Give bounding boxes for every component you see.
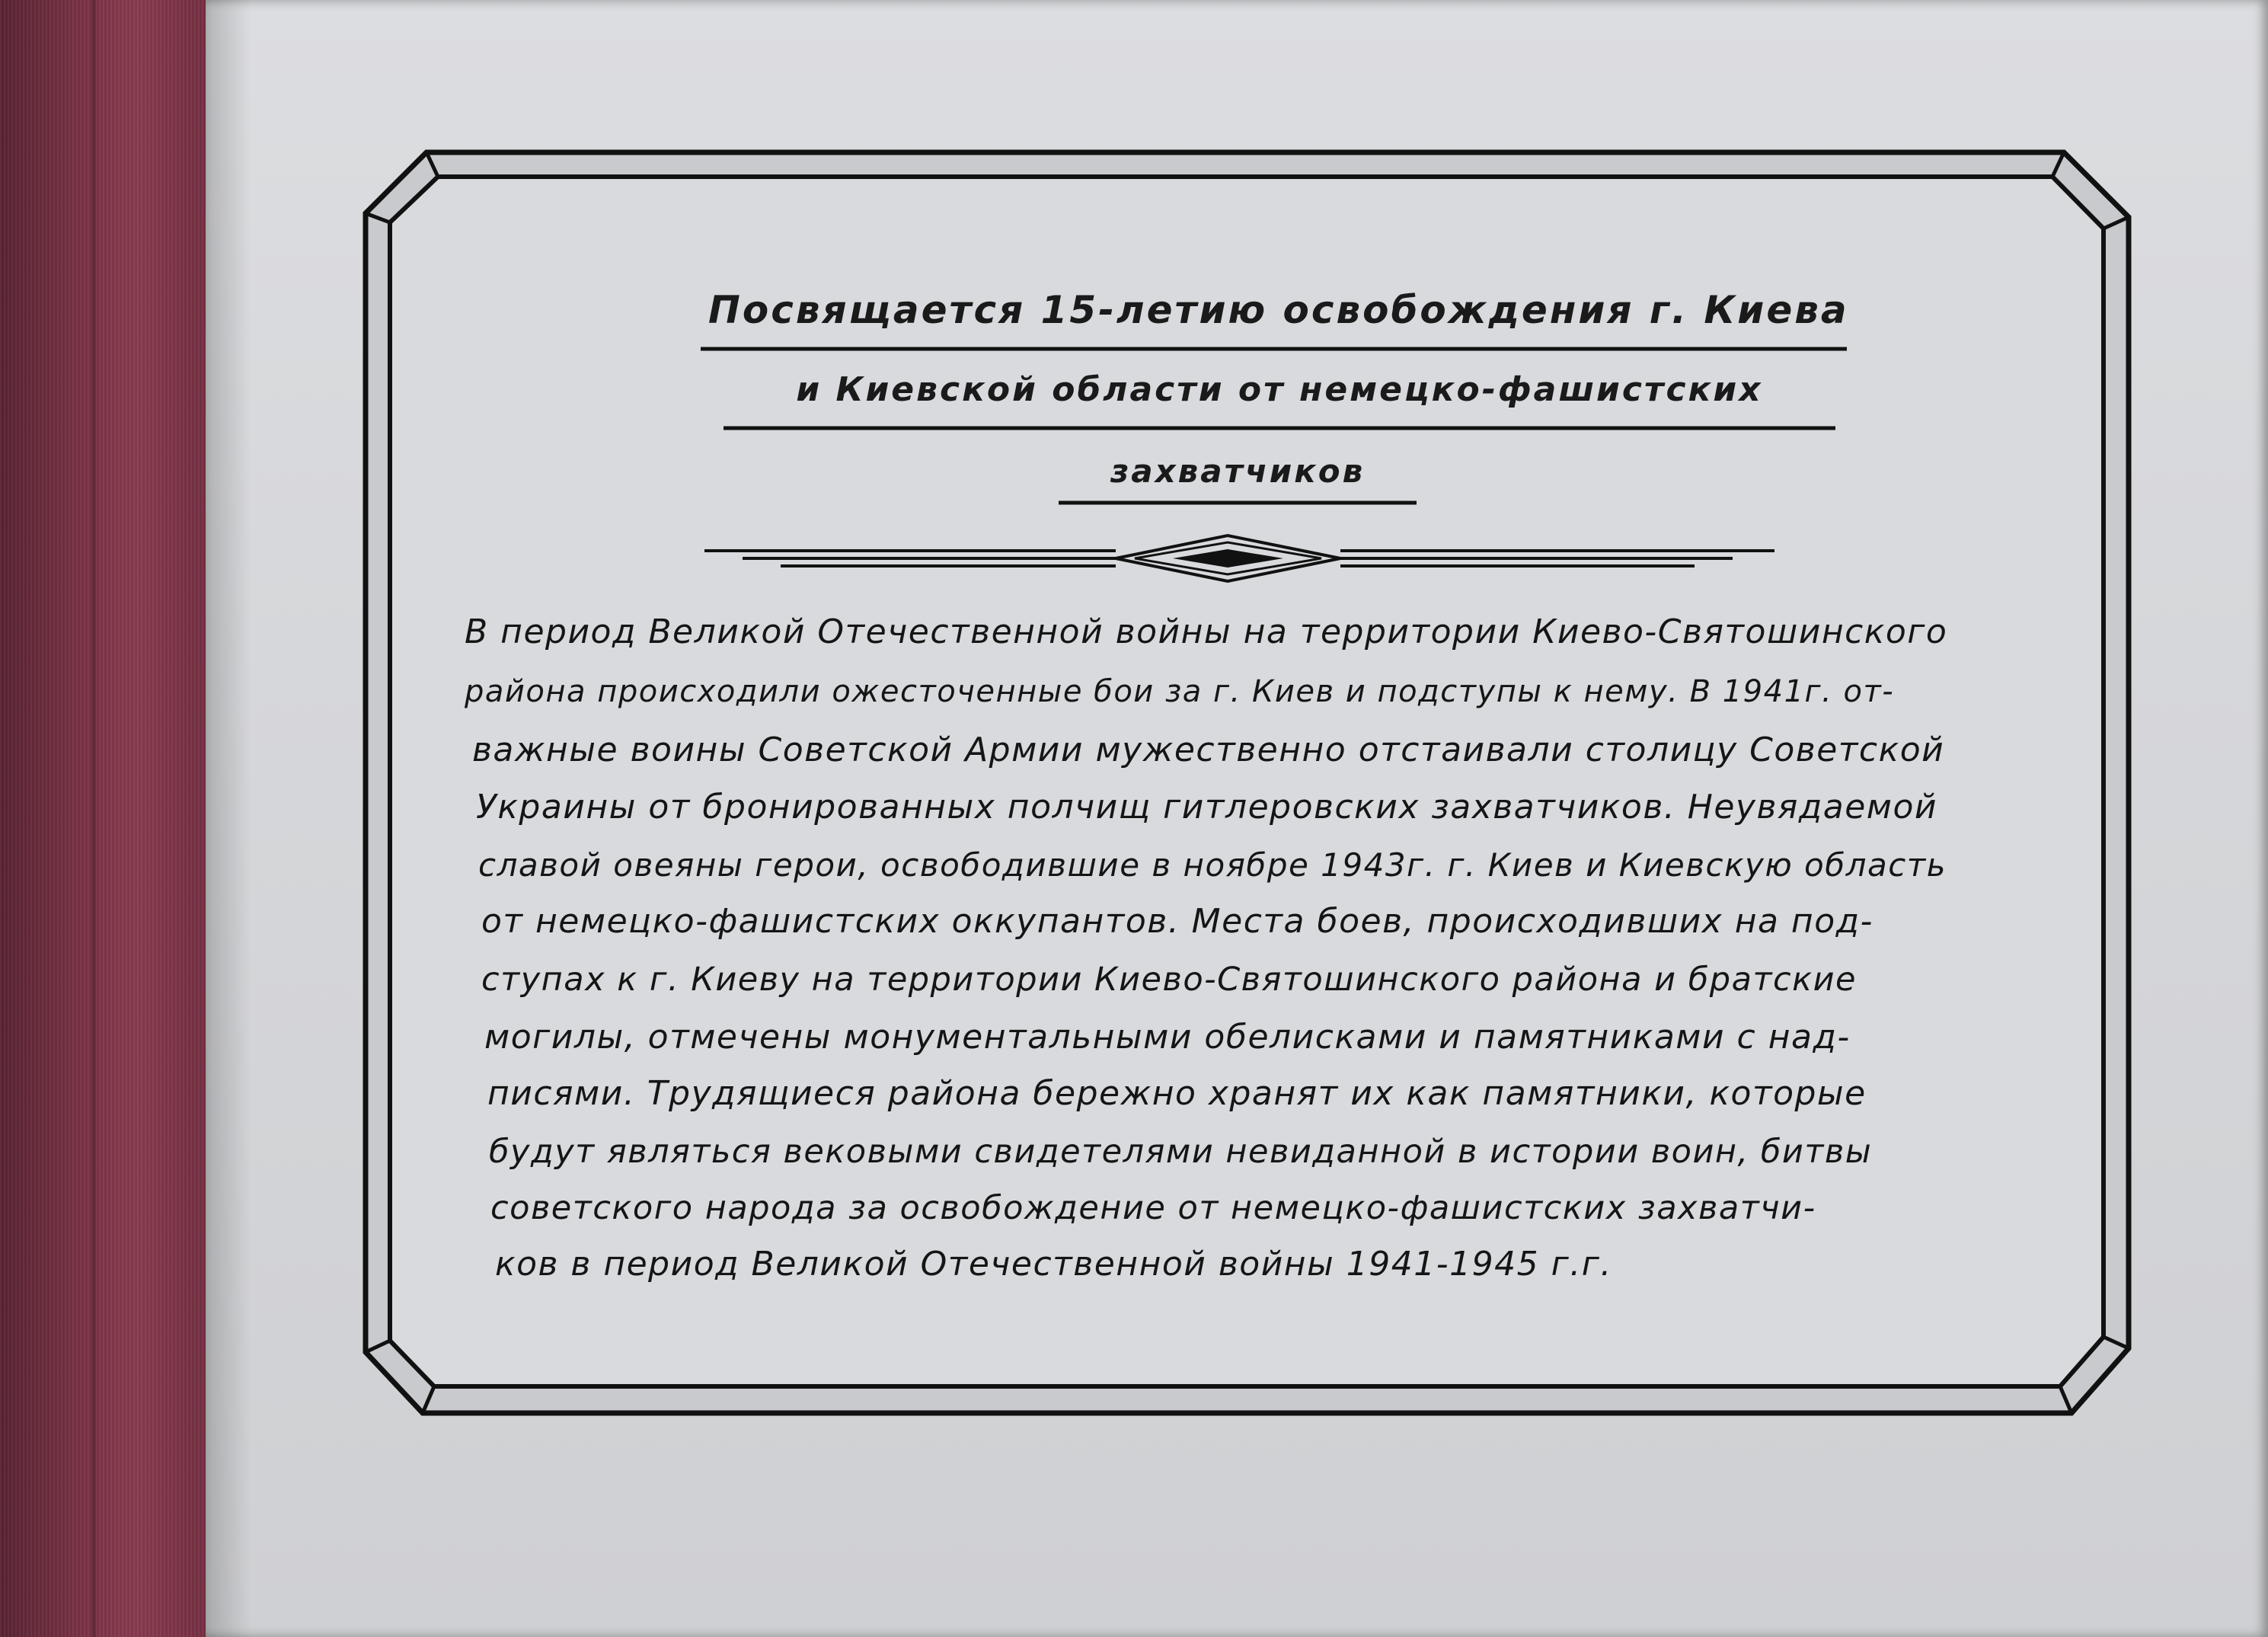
body-line-1: В период Великой Отечественной войны на территории Киево-Святошинского [465, 612, 1948, 651]
body-line-10: будут являться вековыми свидетелями невиданной в истории воин, битвы [489, 1133, 1873, 1171]
body-line-9: писями. Трудящиеся района бережно хранят их как памятники, которые [487, 1074, 1867, 1113]
body-line-12: ков в период Великой Отечественной войны 1941-1945 г.г. [495, 1245, 1612, 1284]
body-line-2: района происходили ожесточенные бои за г. Киев и подступы к нему. В 1941г. от- [465, 674, 1895, 709]
body-line-6: от немецко-фашистских оккупантов. Места боев, происходивших на под- [481, 902, 1873, 941]
body-line-8: могилы, отмечены монументальными обелисками и памятниками с над- [484, 1018, 1851, 1057]
title-line-3: захватчиков [1110, 452, 1366, 490]
body-line-3: важные воины Советской Армии мужественно отстаивали столицу Советской [472, 731, 1945, 769]
body-line-11: советского народа за освобождение от немецко-фашистских захватчи- [490, 1189, 1816, 1227]
title-line-2: и Киевской области от немецко-фашистских [796, 370, 1763, 409]
body-line-7: ступах к г. Киеву на территории Киево-Святошинского района и братские [481, 961, 1858, 999]
body-line-4: Украины от бронированных полчищ гитлеровских захватчиков. Неувядаемой [476, 788, 1938, 826]
title-line-1: Посвящается 15-летию освобождения г. Киева [708, 288, 1849, 332]
body-line-5: славой овеяны герои, освободившие в ноябре 1943г. г. Киев и Киевскую область [478, 846, 1947, 884]
